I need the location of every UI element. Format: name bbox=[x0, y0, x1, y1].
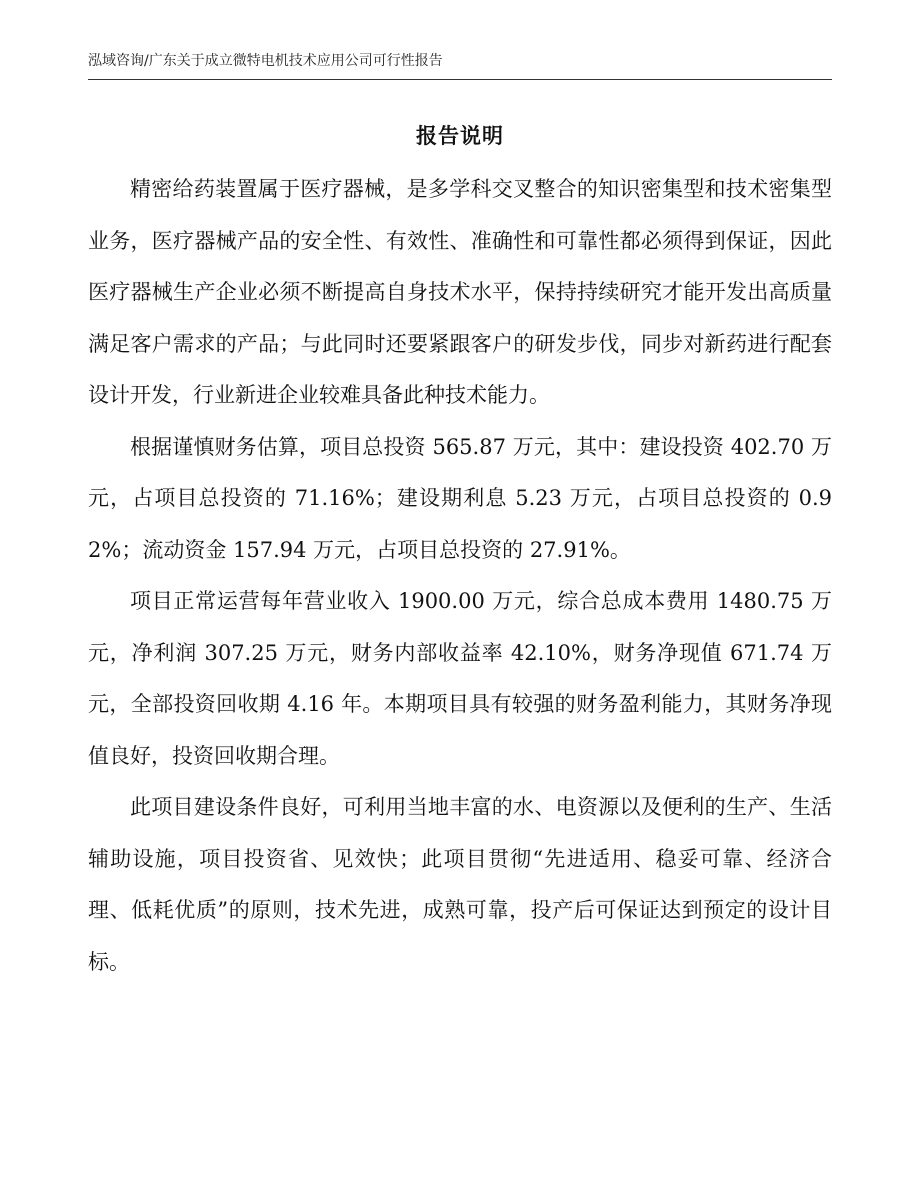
section-title: 报告说明 bbox=[416, 124, 504, 148]
running-header: 泓域咨询/广东关于成立微特电机技术应用公司可行性报告 bbox=[88, 53, 443, 69]
report-body bbox=[88, 164, 832, 988]
paragraph-overview: 精密给药装置属于医疗器械，是多学科交叉整合的知识密集型和技术密集型业务，医疗器械产品的安全性、有效性、准确性和可靠性都必须得到保证，因此医疗器械生产企业必须不断提高自身技术水平，保持持续研究才能开发出高质量满足客户需求的产品；与此同时还要紧跟客户的研发步伐，同步对新药进行配套设计开发，行业新进企业较难具备此种技术能力。 bbox=[88, 177, 832, 407]
paragraph-revenue: 项目正常运营每年营业收入 1900.00 万元，综合总成本费用 1480.75 万元，净利润 307.25 万元，财务内部收益率 42.10%，财务净现值 671.74 万元，全部投资回收期 4.16 年。本期项目具有较强的财务盈利能力，其财务净现值良好，投资回收期合理。 bbox=[88, 589, 832, 768]
header-divider bbox=[88, 79, 832, 80]
paragraph-investment: 根据谨慎财务估算，项目总投资 565.87 万元，其中：建设投资 402.70 万元，占项目总投资的 71.16%；建设期利息 5.23 万元，占项目总投资的 0.92%；流动资金 157.94 万元，占项目总投资的 27.91%。 bbox=[88, 434, 832, 562]
paragraph-conditions: 此项目建设条件良好，可利用当地丰富的水、电资源以及便利的生产、生活辅助设施，项目投资省、见效快；此项目贯彻“先进适用、稳妥可靠、经济合理、低耗优质”的原则，技术先进，成熟可靠，投产后可保证达到预定的设计目标。 bbox=[88, 795, 832, 974]
